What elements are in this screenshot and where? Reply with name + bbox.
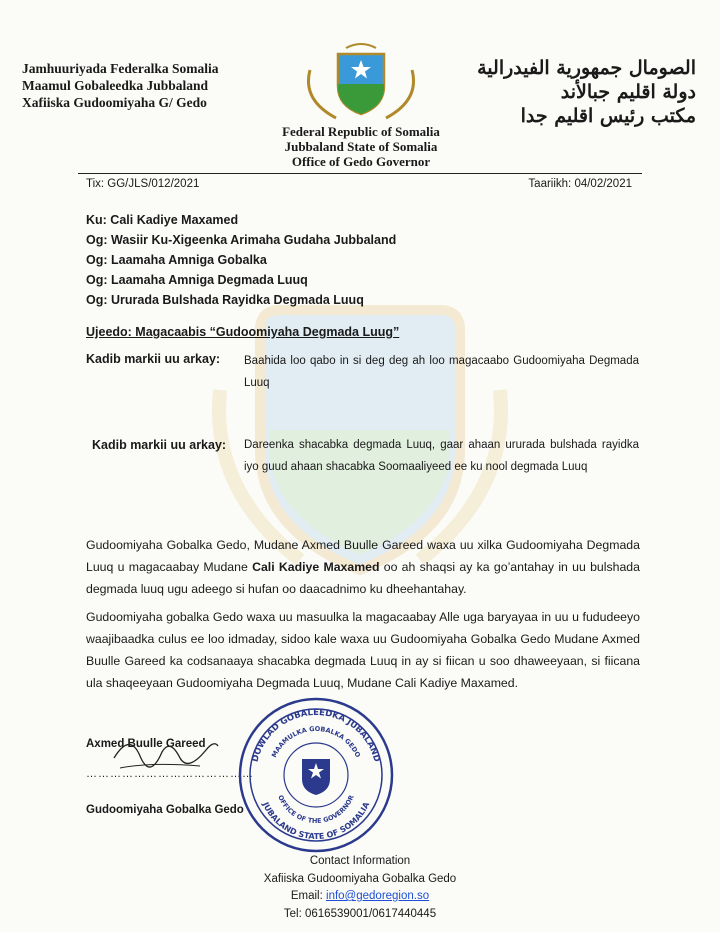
letter-subject: Ujeedo: Magacaabis “Gudoomiyaha Degmada Luug” [86,325,400,339]
paragraph-text: Gudoomiyaha Gobalka Gedo, Mudane Axmed Buulle Gareed waxa uu xilka Gudoomiyaha Degmada Luuq u magacaabay Mudane [86,538,640,574]
recipient-line: Og: Laamaha Amniga Gobalka [86,253,267,267]
contact-heading: Contact Information [309,855,411,867]
header-divider [78,173,642,174]
header-right-line: دولة اقليم جبالأند [560,81,696,103]
header-right-line: الصومال جمهورية الفيدرالية [477,57,696,79]
reference-number: Tix: GG/JLS/012/2021 [86,178,200,190]
body-paragraph: Gudoomiyaha gobalka Gedo waxa uu masuulka la magacaabay Alle uga baryayaa in uu u fududeeyo waajibaadka culus ee loo idmaday, sidoo kale waxa uu Gudoomiyaha Gobalka Gedo Mudane Axmed Buulle Gareed ka codsanaaya shacabka degmada Luuq in ay si fiican u soo dhaweeyaan, si fiicana ula shaqeeyaan Gudoomiyaha Degmada Luuq, Mudane Cali Kadiye Maxamed. [86,610,640,690]
header-english-block [230,124,492,169]
stamp-inner-text: MAAMULKA GOBALKA GEDO [270,724,362,759]
whereas-text: Dareenka shacabka degmada Luuq, gaar ahaan ururada bulshada rayidka iyo guud ahaan shacabka Soomaaliyeed ee ku nool degmada Luuq [244,439,639,473]
recipient-line: Ku: Cali Kadiye Maxamed [86,213,239,227]
stamp-lower-text: OFFICE OF THE GOVERNOR [276,793,356,826]
stamp-bottom-text: JUBALAND STATE OF SOMALIA [260,800,372,842]
signatory-name: Axmed Buulle Gareed [86,738,206,750]
contact-office: Xafiiska Gudoomiyaha Gobalka Gedo [263,872,457,885]
contact-phone: Tel: 0616539001/0617440445 [283,907,437,920]
jubbaland-emblem [296,40,426,122]
appointee-name: Cali Kadiye Maxamed [252,560,380,574]
header-right-block [477,56,696,128]
svg-text:OFFICE OF THE GOVERNOR [276,794,355,825]
stamp-outer-text: DOWLAD GOBALEEDKA JUBALAND [250,707,382,764]
header-left-line: Xafiiska Gudoomiyaha G/ Gedo [22,95,207,110]
header-left-line: Maamul Gobaleedka Jubbaland [22,78,209,93]
paragraph-text: oo ah shaqsi ay ka go’antahay in uu bulshada degmada luuq ugu adeego si hufan oo daacadnimo ku dheehantahay. [86,560,640,596]
whereas-label: Kadib markii uu arkay: [86,352,221,366]
recipient-line: Og: Laamaha Amniga Degmada Luuq [86,273,308,287]
recipient-line: Og: Wasiir Ku-Xigeenka Arimaha Gudaha Jubbaland [86,233,397,247]
header-right-line: مكتب رئيس اقليم جدا [520,105,696,127]
svg-text:MAAMULKA GOBALKA GEDO [270,725,362,759]
header-english-line: Jubbaland State of Somalia [284,139,438,154]
signatory-title: Gudoomiyaha Gobalka Gedo [86,804,244,816]
signature-line: …………………………………… [86,768,254,780]
body-paragraph [86,534,640,600]
header-english-line: Federal Republic of Somalia [282,124,440,139]
contact-email-row [220,888,500,906]
header-left-block [22,60,219,111]
header-english-line: Office of Gedo Governor [291,154,431,169]
header-left-line: Jamhuuriyada Federalka Somalia [22,61,219,76]
email-link[interactable]: info@gedoregion.so [326,890,430,902]
recipient-line: Og: Ururada Bulshada Rayidka Degmada Luuq [86,293,364,307]
email-label: Email: [290,890,327,902]
contact-block [220,853,500,923]
recipients-list [86,210,396,310]
whereas-label: Kadib markii uu arkay: [92,438,227,452]
whereas-text: Baahida loo qabo in si deg deg ah loo magacaabo Gudoomiyaha Degmada Luuq [244,355,639,389]
official-stamp [236,695,396,855]
letter-date: Taariikh: 04/02/2021 [528,178,632,190]
